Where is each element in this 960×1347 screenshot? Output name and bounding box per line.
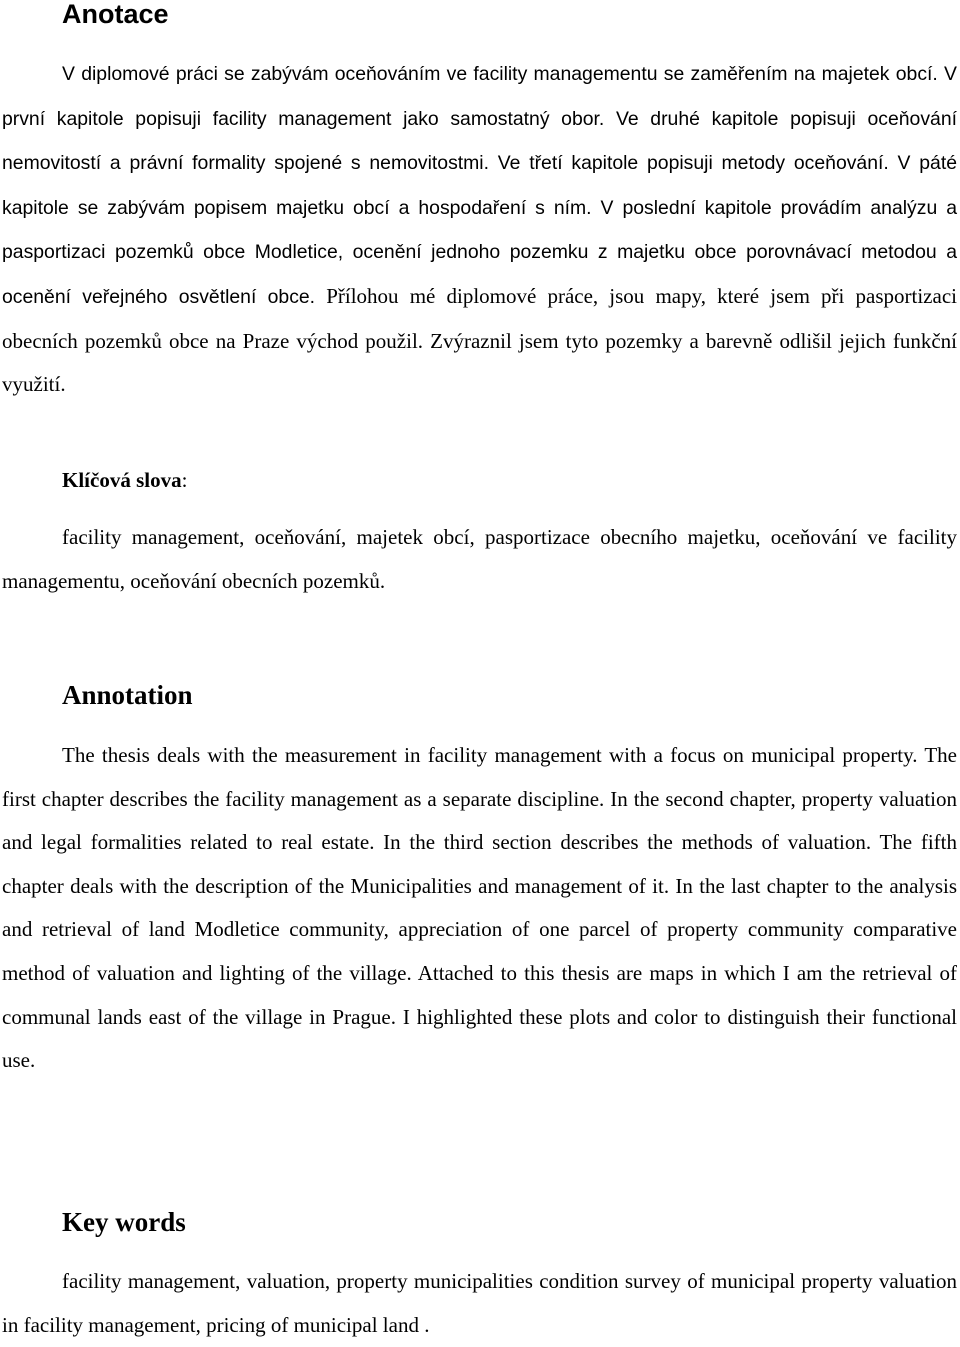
klicova-slova-label — [62, 462, 187, 498]
anotace-abstract-part2: V poslední kapitole provádím analýzu a pasportizaci pozemků obce Modletice, ocenění jednoho pozemku z majetku obce porovnávací metodou a ocenění veřejného osvětlení obce. — [2, 196, 957, 308]
anotace-abstract-part1: V diplomové práci se zabývám oceňováním ve facility managementu se zaměřením na majetek obcí. V první kapitole popisuji facility management jako samostatný obor. Ve druhé kapitole popisuji oceňování nemovitostí a právní formality spojené s nemovitostmi. Ve třetí kapitole popisuji metody oceňování. V páté kapitole se zabývám popisem majetku obcí a hospodaření s ním. — [2, 63, 957, 219]
klicova-slova-list: facility management, oceňování, majetek obcí, pasportizace obecního majetku, oceňování ve facility managementu, oceňování obecních pozemků. — [2, 525, 957, 593]
key-words-heading: Key words — [62, 1207, 186, 1237]
anotace-heading: Anotace — [62, 0, 169, 29]
annotation-abstract: The thesis deals with the measurement in facility management with a focus on municipal property. The first chapter describes the facility management as a separate discipline. In the second chapter, property valuation and legal formalities related to real estate. In the third section describes the methods of valuation. The fifth chapter deals with the description of the Municipalities and management of it. In the last chapter to the analysis and retrieval of land Modletice community, appreciation of one parcel of property community comparative method of valuation and lighting of the village. Attached to this thesis are maps in which I am the retrieval of communal lands east of the village in Prague. I highlighted these plots and color to distinguish their functional use. — [2, 743, 957, 1073]
key-words-list: facility management, valuation, property municipalities condition survey of municipal property valuation in facility management, pricing of municipal land . — [2, 1269, 957, 1337]
anotace-abstract-part3: Přílohou mé diplomové práce, jsou mapy, které jsem při pasportizaci obecních pozemků obce na Praze východ použil. Zvýraznil jsem tyto pozemky a barevně odlišil jejich funkční využití. — [2, 283, 957, 397]
annotation-heading: Annotation — [62, 680, 193, 710]
anotace-abstract — [2, 52, 957, 407]
klicova-slova-label-text: Klíčová slova — [62, 468, 182, 492]
klicova-slova-colon: : — [181, 468, 188, 492]
